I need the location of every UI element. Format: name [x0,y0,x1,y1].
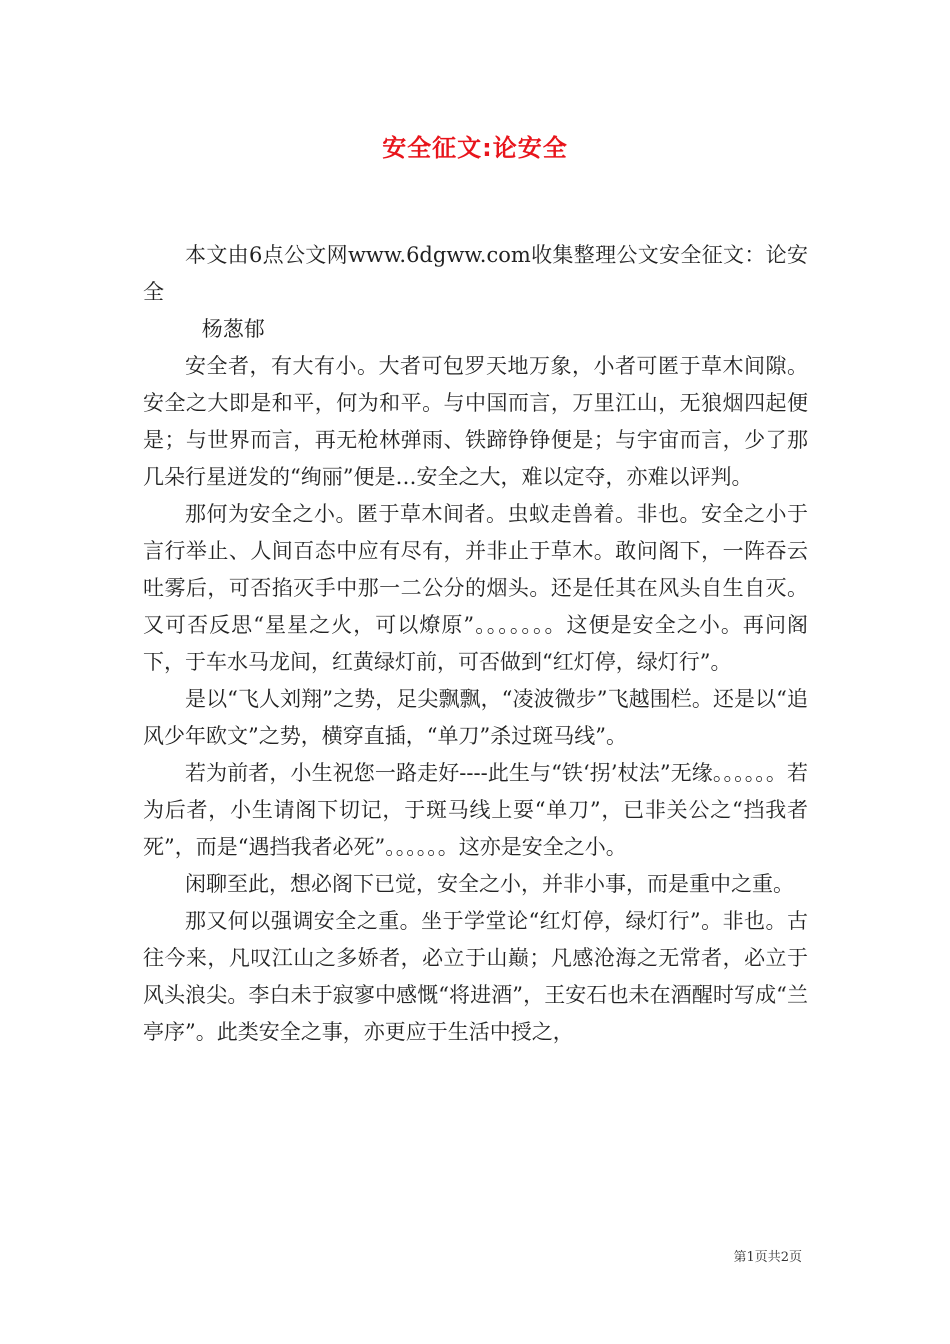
page-indicator: 第1页共2页 [733,1250,802,1265]
document-title: 安全征文:论安全 [382,134,568,162]
body-paragraph: 若为前者，小生祝您一路走好----此生与“铁‘拐’杖法”无缘。。。。。。若为后者，小生请阁下切记，于斑马线上耍“单刀”，已非关公之“挡我者死”，而是“遇挡我者必死”。。。。。。这亦是安全之小。 [143,761,808,859]
body-paragraph: 那何为安全之小。匿于草木间者。虫蚁走兽着。非也。安全之小于言行举止、人间百态中应有尽有，并非止于草木。敢问阁下，一阵吞云吐雾后，可否掐灭手中那一二公分的烟头。还是任其在风头自生自灭。又可否反思“星星之火，可以燎原”。。。。。。。这便是安全之小。再问阁下，于车水马龙间，红黄绿灯前，可否做到“红灯停，绿灯行”。 [143,502,808,674]
body-paragraph: 那又何以强调安全之重。坐于学堂论“红灯停，绿灯行”。非也。古往今来，凡叹江山之多娇者，必立于山巅；凡感沧海之无常者，必立于风头浪尖。李白未于寂寥中感慨“将进酒”，王安石也未在酒醒时写成“兰亭序”。此类安全之事，亦更应于生活中授之， [143,909,808,1044]
body-paragraph: 闲聊至此，想必阁下已觉，安全之小，并非小事，而是重中之重。 [185,872,794,896]
author-name: 杨葱郁 [201,317,265,341]
document-body [143,237,808,1051]
intro-paragraph: 本文由6点公文网www.6dgww.com收集整理公文安全征文：论安全 [143,243,808,304]
body-paragraph: 安全者，有大有小。大者可包罗天地万象，小者可匿于草木间隙。安全之大即是和平，何为和平。与中国而言，万里江山，无狼烟四起便是；与世界而言，再无枪林弹雨、铁蹄铮铮便是；与宇宙而言，少了那几朵行星迸发的“绚丽”便是…安全之大，难以定夺，亦难以评判。 [143,354,808,489]
body-paragraph: 是以“飞人刘翔”之势，足尖飘飘，“凌波微步”飞越围栏。还是以“追风少年欧文”之势，横穿直插，“单刀”杀过斑马线”。 [143,687,808,748]
